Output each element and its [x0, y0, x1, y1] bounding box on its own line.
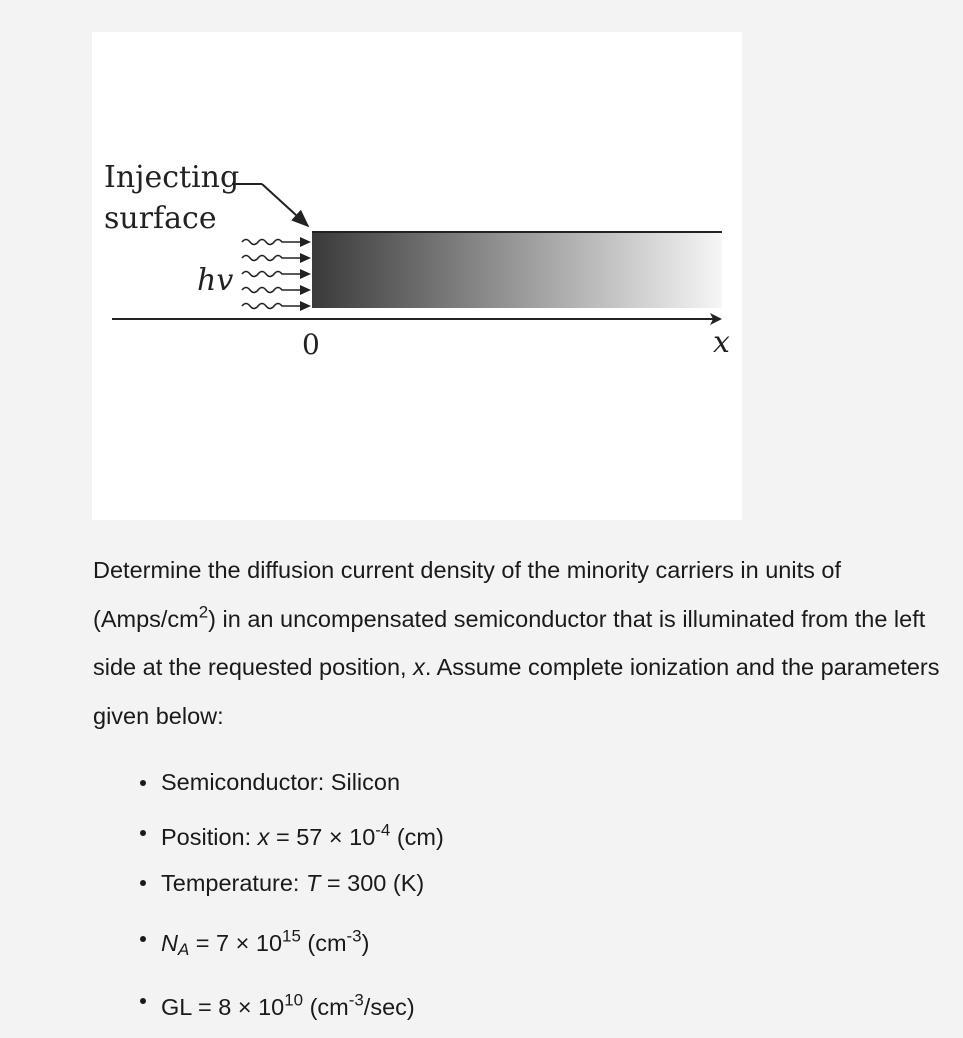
param-acceptor-concentration — [138, 916, 444, 978]
carrier-concentration-bar — [312, 232, 722, 308]
param-na-value: = 7 × 10 — [189, 930, 283, 956]
param-gl-exponent: 10 — [284, 990, 304, 1010]
param-position-prefix: Position: — [161, 824, 258, 850]
param-na-unit-exponent: -3 — [346, 926, 362, 946]
param-temperature — [138, 860, 444, 916]
param-position — [138, 810, 444, 860]
figure-panel — [92, 32, 742, 520]
question-part-1: Determine the diffusion current density of the minority carriers in units of (Amps/cm — [93, 557, 841, 632]
photon-arrowhead-1 — [300, 237, 311, 247]
injecting-label: Injecting — [104, 160, 240, 195]
param-position-value: = 57 × 10 — [269, 824, 376, 850]
origin-label: 0 — [302, 328, 320, 361]
photon-arrowhead-3 — [300, 269, 311, 279]
param-na-var: N — [161, 930, 178, 956]
surface-label: surface — [104, 201, 217, 236]
param-na-unit-close: ) — [361, 930, 370, 956]
param-na-unit: (cm — [300, 930, 347, 956]
photon-energy-label: hv — [197, 263, 234, 298]
question-part-2: ) in an uncompensated semiconductor that is illuminated from the left side at the requested position, — [93, 605, 926, 680]
photon-wave-5 — [242, 304, 306, 309]
param-semiconductor — [138, 760, 444, 810]
surface-pointer-arrow — [262, 184, 308, 226]
param-gl-unit-exponent: -3 — [348, 990, 364, 1010]
photon-arrowhead-4 — [300, 285, 311, 295]
photon-wave-3 — [242, 272, 306, 277]
param-temperature-value: = 300 (K) — [320, 870, 425, 896]
question-text — [93, 546, 961, 740]
question-variable-x: x — [413, 654, 425, 680]
photon-wave-4 — [242, 288, 306, 293]
x-axis-label: x — [713, 325, 730, 360]
param-position-exponent: -4 — [375, 820, 391, 840]
param-na-subscript: A — [177, 940, 190, 960]
param-semiconductor-text: Semiconductor: Silicon — [161, 769, 401, 795]
injection-diagram — [92, 32, 742, 520]
param-position-unit: (cm) — [390, 824, 444, 850]
param-gl-unit-close: /sec) — [363, 994, 415, 1020]
photon-arrows — [242, 240, 306, 309]
param-gl-unit: (cm — [303, 994, 349, 1020]
param-gl-value: GL = 8 × 10 — [161, 994, 285, 1020]
photon-wave-2 — [242, 256, 306, 261]
param-temperature-var: T — [305, 870, 321, 896]
parameter-list — [138, 760, 444, 1038]
photon-arrowhead-5 — [300, 301, 311, 311]
photon-wave-1 — [242, 240, 306, 245]
question-unit-exponent: 2 — [198, 602, 209, 622]
question-part-3: . Assume complete ionization and the parameters given below: — [93, 654, 940, 729]
param-position-var: x — [257, 824, 270, 850]
photon-arrowhead-2 — [300, 253, 311, 263]
param-na-exponent: 15 — [282, 926, 301, 946]
param-temperature-prefix: Temperature: — [161, 870, 306, 896]
param-generation-rate — [138, 978, 444, 1038]
photon-arrowheads — [300, 237, 311, 311]
